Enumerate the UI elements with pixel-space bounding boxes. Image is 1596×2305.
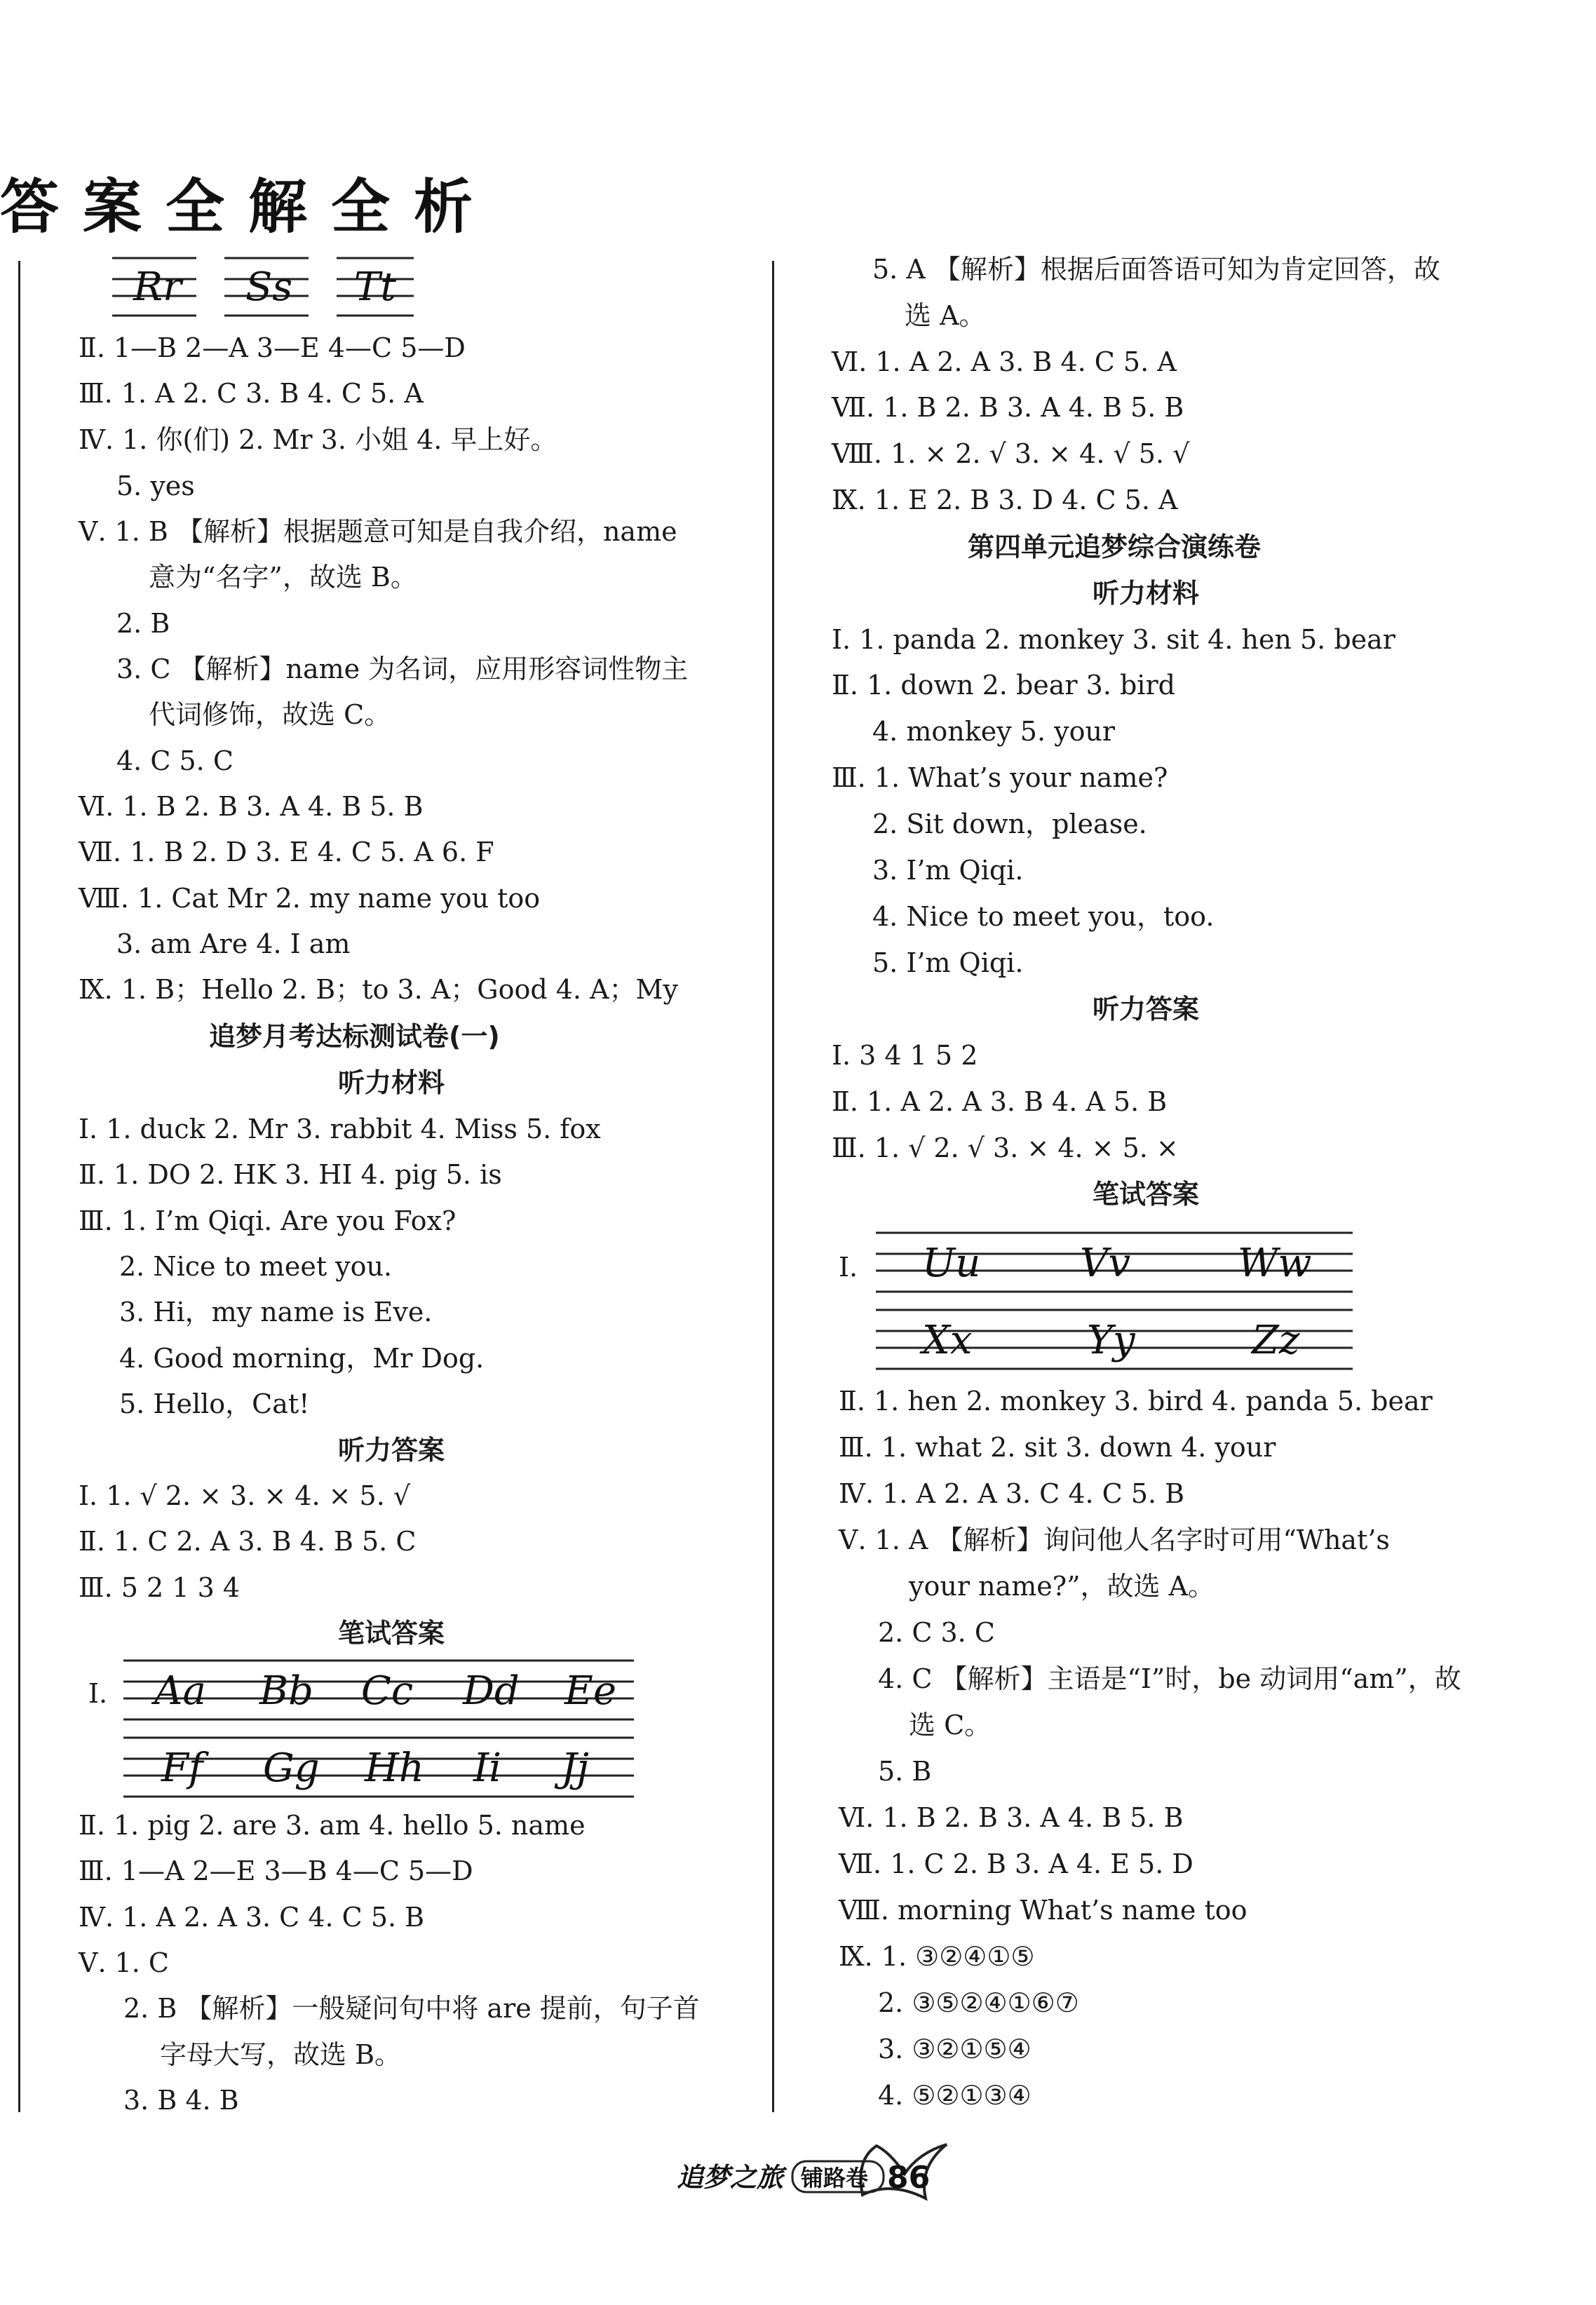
answer-line: Ⅸ. 1. B；Hello 2. B；to 3. A；Good 4. A；My xyxy=(79,974,678,1005)
answer-line: Ⅷ. 1. × 2. √ 3. × 4. √ 5. √ xyxy=(832,438,1190,469)
handwriting-label: Ⅰ. xyxy=(839,1252,858,1283)
handwriting-letter: Uu xyxy=(922,1241,981,1286)
handwriting-letter: Gg xyxy=(263,1745,320,1791)
handwriting-letter: Hh xyxy=(365,1745,424,1791)
handwriting-letter: Aa xyxy=(154,1668,206,1714)
answer-line: Ⅲ. 1—A 2—E 3—B 4—C 5—D xyxy=(79,1856,473,1886)
answer-line: 3. I’m Qiqi. xyxy=(872,855,1024,886)
answer-line: Ⅱ. 1. down 2. bear 3. bird xyxy=(832,670,1175,701)
answer-line: Ⅲ. 1. √ 2. √ 3. × 4. × 5. × xyxy=(832,1133,1179,1163)
answer-line: Ⅱ. 1. pig 2. are 3. am 4. hello 5. name xyxy=(79,1810,586,1841)
answer-line: 2. Nice to meet you. xyxy=(119,1251,393,1282)
answer-line: Ⅲ. 1. What’s your name? xyxy=(832,762,1168,793)
handwriting-letter: Ff xyxy=(161,1745,203,1791)
subsection-heading: 听力材料 xyxy=(1093,578,1200,609)
answer-line: Ⅸ. 1. E 2. B 3. D 4. C 5. A xyxy=(832,485,1178,515)
answer-line: 2. B 【解析】一般疑问句中将 are 提前，句子首 xyxy=(123,1993,700,2024)
answer-line: 2. ③⑤②④①⑥⑦ xyxy=(878,1987,1079,2018)
answer-line: Ⅰ. 1. √ 2. × 3. × 4. × 5. √ xyxy=(79,1480,411,1511)
answer-line: 字母大写，故选 B。 xyxy=(160,2039,402,2070)
answer-line: 4. Nice to meet you，too. xyxy=(872,901,1215,932)
handwriting-letter: Yy xyxy=(1087,1318,1135,1363)
answer-line: Ⅲ. 5 2 1 3 4 xyxy=(79,1572,241,1603)
answer-line: 5. I’m Qiqi. xyxy=(872,947,1024,978)
answer-line: Ⅷ. 1. Cat Mr 2. my name you too xyxy=(79,883,541,914)
answer-line: 4. Good morning，Mr Dog. xyxy=(119,1343,485,1374)
subsection-heading: 笔试答案 xyxy=(338,1618,445,1649)
answer-line: 选 A。 xyxy=(905,300,986,331)
subsection-heading: 听力答案 xyxy=(1093,994,1200,1025)
answer-line: Ⅱ. 1. DO 2. HK 3. HI 4. pig 5. is xyxy=(79,1159,502,1190)
answer-line: your name?”，故选 A。 xyxy=(909,1571,1215,1602)
answer-line: Ⅴ. 1. A 【解析】询问他人名字时可用“What’s xyxy=(839,1525,1390,1555)
answer-line: Ⅲ. 1. what 2. sit 3. down 4. your xyxy=(839,1432,1276,1463)
handwriting-letter: Bb xyxy=(259,1668,313,1714)
answer-line: 3. Hi，my name is Eve. xyxy=(119,1297,433,1327)
answer-line: Ⅴ. 1. B 【解析】根据题意可知是自我介绍，name xyxy=(79,516,677,547)
answer-line: 2. C 3. C xyxy=(878,1617,995,1648)
answer-line: 4. C 【解析】主语是“I”时，be 动词用“am”，故 xyxy=(878,1663,1461,1694)
answer-line: Ⅳ. 1. A 2. A 3. C 4. C 5. B xyxy=(79,1902,425,1933)
footer-logo xyxy=(435,2132,996,2209)
answer-line: Ⅳ. 1. 你(们) 2. Mr 3. 小姐 4. 早上好。 xyxy=(79,424,557,455)
answer-line: 5. A 【解析】根据后面答语可知为肯定回答，故 xyxy=(872,254,1440,285)
answer-line: Ⅰ. 1. panda 2. monkey 3. sit 4. hen 5. bear xyxy=(832,624,1395,655)
handwriting-lines-rst xyxy=(105,254,421,321)
answer-line: 4. C 5. C xyxy=(116,745,234,776)
page-title: 答案全解全析 xyxy=(0,173,497,241)
answer-line: Ⅶ. 1. B 2. B 3. A 4. B 5. B xyxy=(832,392,1184,423)
answer-line: 3. am Are 4. I am xyxy=(116,928,351,959)
answer-line: 5. yes xyxy=(116,471,195,501)
handwriting-letter: Rr xyxy=(133,264,182,310)
answer-line: 3. ③②①⑤④ xyxy=(878,2034,1032,2064)
answer-line: 3. B 4. B xyxy=(123,2085,239,2116)
column-divider-left xyxy=(18,261,20,2112)
handwriting-label: Ⅰ. xyxy=(88,1678,108,1709)
subsection-heading: 笔试答案 xyxy=(1093,1179,1200,1210)
answer-line: Ⅰ. 1. duck 2. Mr 3. rabbit 4. Miss 5. fox xyxy=(79,1114,601,1144)
handwriting-letter: Xx xyxy=(922,1318,973,1363)
answer-line: 4. monkey 5. your xyxy=(872,716,1116,747)
answer-line: Ⅵ. 1. A 2. A 3. B 4. C 5. A xyxy=(832,346,1177,377)
answer-line: Ⅶ. 1. B 2. D 3. E 4. C 5. A 6. F xyxy=(79,837,494,867)
answer-line: 2. Sit down，please. xyxy=(872,809,1147,839)
section-title: 追梦月考达标测试卷(一) xyxy=(209,1021,500,1052)
answer-line: Ⅷ. morning What’s name too xyxy=(839,1895,1247,1926)
answer-line: 选 C。 xyxy=(909,1710,992,1740)
subsection-heading: 听力答案 xyxy=(338,1435,445,1466)
answer-line: Ⅱ. 1. C 2. A 3. B 4. B 5. C xyxy=(79,1526,417,1557)
handwriting-lines-u-z xyxy=(873,1227,1357,1379)
answer-line: 意为“名字”，故选 B。 xyxy=(149,562,417,593)
answer-line: 代词修饰，故选 C。 xyxy=(149,699,391,730)
handwriting-letter: Ii xyxy=(473,1745,502,1791)
answer-line: Ⅱ. 1. A 2. A 3. B 4. A 5. B xyxy=(832,1086,1168,1117)
answer-line: Ⅴ. 1. C xyxy=(79,1947,170,1978)
handwriting-letter: Cc xyxy=(361,1668,414,1714)
page-number: 86 xyxy=(887,2160,931,2196)
column-divider-middle xyxy=(772,261,774,2112)
answer-line: Ⅲ. 1. A 2. C 3. B 4. C 5. A xyxy=(79,378,424,409)
answer-line: Ⅱ. 1. hen 2. monkey 3. bird 4. panda 5. bear xyxy=(839,1386,1433,1417)
subsection-heading: 听力材料 xyxy=(338,1067,445,1098)
answer-line: 5. B xyxy=(878,1756,932,1787)
answer-line: Ⅲ. 1. I’m Qiqi. Are you Fox? xyxy=(79,1205,457,1236)
answer-line: 5. Hello，Cat! xyxy=(119,1388,310,1419)
handwriting-letter: Jj xyxy=(561,1745,589,1791)
footer-series: 铺路卷 xyxy=(801,2165,869,2191)
answer-line: Ⅵ. 1. B 2. B 3. A 4. B 5. B xyxy=(79,791,424,822)
answer-line: Ⅳ. 1. A 2. A 3. C 4. C 5. B xyxy=(839,1478,1185,1509)
answer-line: Ⅵ. 1. B 2. B 3. A 4. B 5. B xyxy=(839,1802,1184,1833)
answer-line: Ⅸ. 1. ③②④①⑤ xyxy=(839,1941,1035,1972)
handwriting-letter: Ee xyxy=(564,1668,617,1714)
answer-line: 2. B xyxy=(116,608,170,639)
handwriting-lines-a-j xyxy=(119,1655,638,1809)
handwriting-letter: Dd xyxy=(463,1668,520,1714)
answer-line: Ⅱ. 1—B 2—A 3—E 4—C 5—D xyxy=(79,332,466,363)
answer-line: 4. ⑤②①③④ xyxy=(878,2080,1032,2111)
handwriting-letter: Tt xyxy=(354,264,396,310)
handwriting-letter: Ss xyxy=(245,264,293,310)
answer-line: 3. C 【解析】name 为名词，应用形容词性物主 xyxy=(116,654,689,684)
answer-line: Ⅶ. 1. C 2. B 3. A 4. E 5. D xyxy=(839,1848,1193,1879)
handwriting-letter: Zz xyxy=(1252,1318,1300,1363)
answer-line: Ⅰ. 3 4 1 5 2 xyxy=(832,1040,978,1071)
footer-brand: 追梦之旅 xyxy=(677,2162,784,2193)
handwriting-letter: Ww xyxy=(1238,1241,1312,1286)
section-title: 第四单元追梦综合演练卷 xyxy=(968,532,1262,562)
handwriting-letter: Vv xyxy=(1080,1241,1131,1286)
